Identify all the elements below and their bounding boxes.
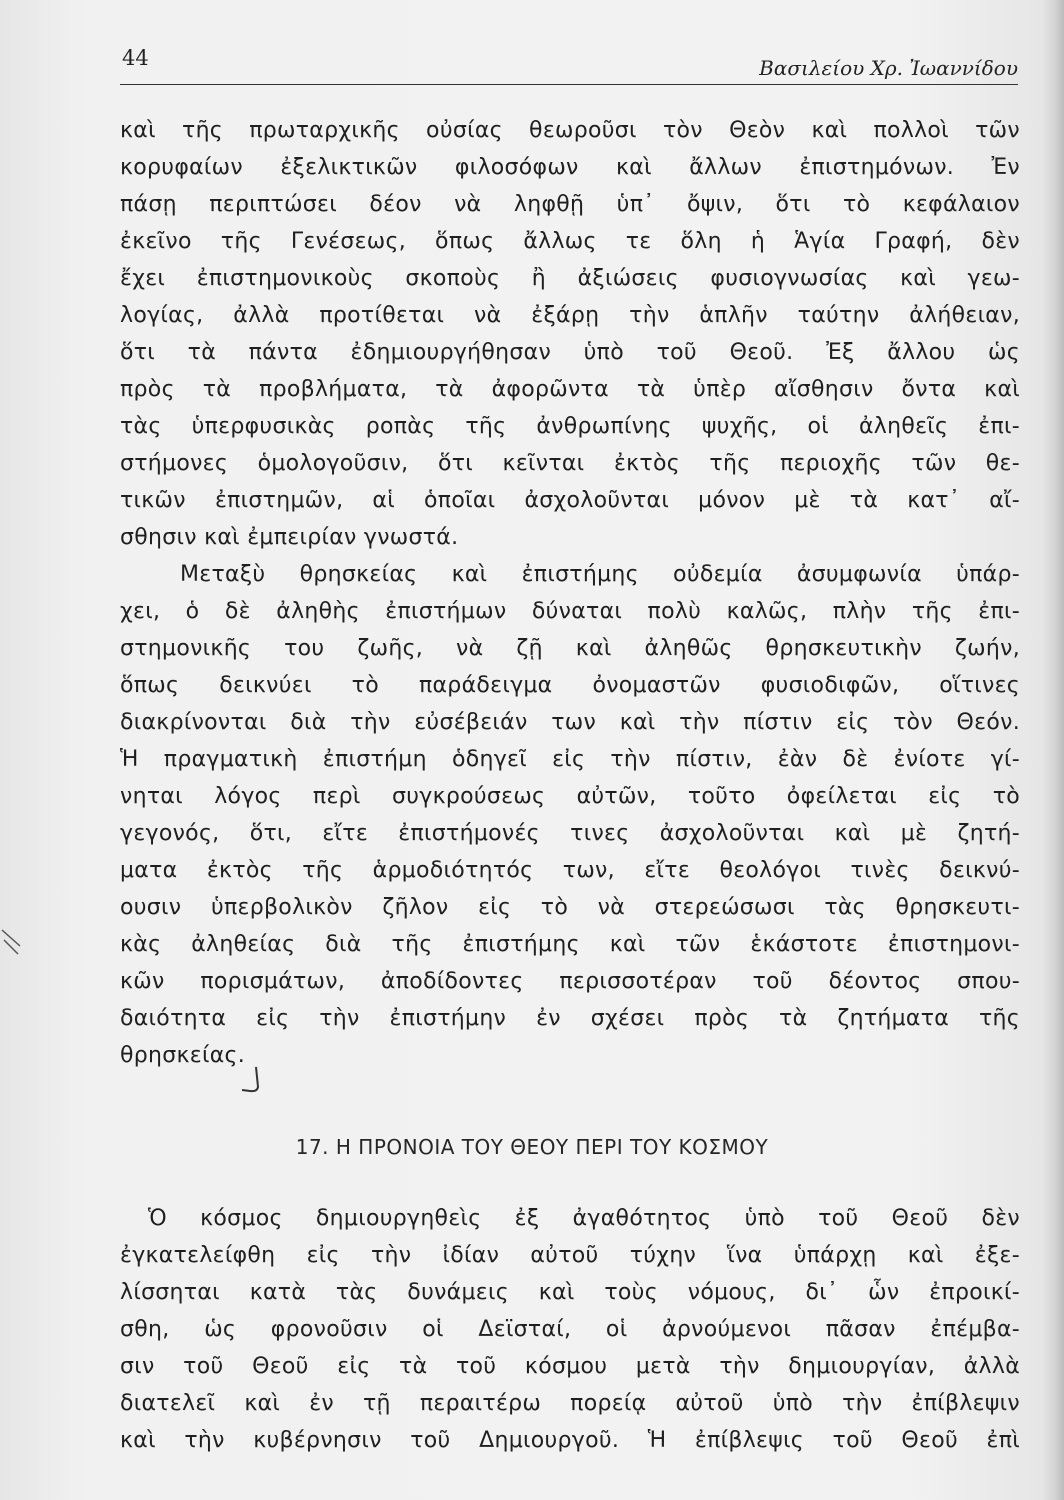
text-line: ματα ἐκτὸς τῆς ἁρμοδιότητός των, εἴτε θεολόγοι τινὲς δεικνύ- bbox=[120, 858, 1020, 883]
text-line: ὅτι τὰ πάντα ἐδημιουργήθησαν ὑπὸ τοῦ Θεοῦ. Ἐξ ἄλλου ὡς bbox=[120, 340, 1020, 365]
text-line: χει, ὁ δὲ ἀληθὴς ἐπιστήμων δύναται πολὺ καλῶς, πλὴν τῆς ἐπι- bbox=[120, 599, 1020, 624]
text-line: πάσῃ περιπτώσει δέον νὰ ληφθῇ ὑπ᾽ ὄψιν, ὅτι τὸ κεφάλαιον bbox=[120, 192, 1020, 217]
text-line: σθησιν καὶ ἐμπειρίαν γνωστά. bbox=[120, 525, 459, 550]
section-heading: 17. Η ΠΡΟΝΟΙΑ ΤΟΥ ΘΕΟΥ ΠΕΡΙ ΤΟΥ ΚΟΣΜΟΥ bbox=[295, 1135, 769, 1159]
margin-mark bbox=[0, 920, 26, 960]
text-line: πρὸς τὰ προβλήματα, τὰ ἀφορῶντα τὰ ὑπὲρ αἴσθησιν ὄντα καὶ bbox=[120, 377, 1020, 402]
text-line: στημονικῆς του ζωῆς, νὰ ζῇ καὶ ἀληθῶς θρησκευτικὴν ζωήν, bbox=[120, 636, 1020, 661]
text-line: ὅπως δεικνύει τὸ παράδειγμα ὀνομαστῶν φυσιοδιφῶν, οἵτινες bbox=[120, 673, 1020, 698]
text-line: καὶ τῆς πρωταρχικῆς οὐσίας θεωροῦσι τὸν Θεὸν καὶ πολλοὶ τῶν bbox=[120, 118, 1020, 143]
text-line: θρησκείας. bbox=[120, 1043, 246, 1068]
text-line: σθη, ὡς φρονοῦσιν οἱ Δεϊσταί, οἱ ἀρνούμενοι πᾶσαν ἐπέμβα- bbox=[120, 1317, 1020, 1342]
text-line: τὰς ὑπερφυσικὰς ροπὰς τῆς ἀνθρωπίνης ψυχῆς, οἱ ἀληθεῖς ἐπι- bbox=[120, 414, 1020, 439]
body-text-upper bbox=[120, 112, 1020, 1074]
text-line: λογίας, ἀλλὰ προτίθεται νὰ ἐξάρῃ τὴν ἁπλῆν ταύτην ἀλήθειαν, bbox=[120, 303, 1020, 328]
text-line: κὰς ἀληθείας διὰ τῆς ἐπιστήμης καὶ τῶν ἑκάστοτε ἐπιστημονι- bbox=[120, 932, 1020, 957]
running-head: Βασιλείου Χρ. Ἰωαννίδου bbox=[759, 56, 1018, 80]
text-line: γεγονός, ὅτι, εἴτε ἐπιστήμονές τινες ἀσχολοῦνται καὶ μὲ ζητή- bbox=[120, 821, 1020, 846]
page-number: 44 bbox=[122, 46, 149, 70]
text-line: στήμονες ὁμολογοῦσιν, ὅτι κεῖνται ἐκτὸς τῆς περιοχῆς τῶν θε- bbox=[120, 451, 1020, 476]
text-line: σιν τοῦ Θεοῦ εἰς τὰ τοῦ κόσμου μετὰ τὴν δημιουργίαν, ἀλλὰ bbox=[120, 1354, 1020, 1379]
pencil-mark bbox=[240, 1065, 280, 1095]
text-line: Μεταξὺ θρησκείας καὶ ἐπιστήμης οὐδεμία ἀσυμφωνία ὑπάρ- bbox=[180, 562, 1020, 587]
text-line: δαιότητα εἰς τὴν ἐπιστήμην ἐν σχέσει πρὸς τὰ ζητήματα τῆς bbox=[120, 1006, 1020, 1031]
page-edge-shadow bbox=[1042, 0, 1064, 1500]
text-line: καὶ τὴν κυβέρνησιν τοῦ Δημιουργοῦ. Ἡ ἐπίβλεψις τοῦ Θεοῦ ἐπὶ bbox=[120, 1428, 1020, 1453]
text-line: νηται λόγος περὶ συγκρούσεως αὐτῶν, τοῦτο ὀφείλεται εἰς τὸ bbox=[120, 784, 1020, 809]
text-line: λίσσηται κατὰ τὰς δυνάμεις καὶ τοὺς νόμους, δι᾽ ὧν ἐπροικί- bbox=[120, 1280, 1020, 1305]
text-line: Ἡ πραγματικὴ ἐπιστήμη ὁδηγεῖ εἰς τὴν πίστιν, ἐὰν δὲ ἐνίοτε γί- bbox=[120, 747, 1020, 772]
text-line: κῶν πορισμάτων, ἀποδίδοντες περισσοτέραν τοῦ δέοντος σπου- bbox=[120, 969, 1020, 994]
text-line: ουσιν ὑπερβολικὸν ζῆλον εἰς τὸ νὰ στερεώσωσι τὰς θρησκευτι- bbox=[120, 895, 1020, 920]
text-line: Ὁ κόσμος δημιουργηθεὶς ἐξ ἀγαθότητος ὑπὸ τοῦ Θεοῦ δὲν bbox=[148, 1206, 1020, 1231]
page-header bbox=[120, 44, 1018, 85]
text-line: ἐγκατελείφθη εἰς τὴν ἰδίαν αὐτοῦ τύχην ἵνα ὑπάρχῃ καὶ ἐξε- bbox=[120, 1243, 1020, 1268]
text-line: διακρίνονται διὰ τὴν εὐσέβειάν των καὶ τὴν πίστιν εἰς τὸν Θεόν. bbox=[120, 710, 1020, 735]
text-line: τικῶν ἐπιστημῶν, αἱ ὁποῖαι ἀσχολοῦνται μόνον μὲ τὰ κατ᾽ αἴ- bbox=[120, 488, 1020, 513]
body-text-lower bbox=[120, 1200, 1020, 1459]
text-line: κορυφαίων ἐξελικτικῶν φιλοσόφων καὶ ἄλλων ἐπιστημόνων. Ἐν bbox=[120, 155, 1020, 180]
text-line: ἐκεῖνο τῆς Γενέσεως, ὅπως ἄλλως τε ὅλη ἡ Ἁγία Γραφή, δὲν bbox=[120, 229, 1020, 254]
text-line: διατελεῖ καὶ ἐν τῇ περαιτέρω πορείᾳ αὐτοῦ ὑπὸ τὴν ἐπίβλεψιν bbox=[120, 1391, 1020, 1416]
text-line: ἔχει ἐπιστημονικοὺς σκοποὺς ἢ ἀξιώσεις φυσιογνωσίας καὶ γεω- bbox=[120, 266, 1020, 291]
